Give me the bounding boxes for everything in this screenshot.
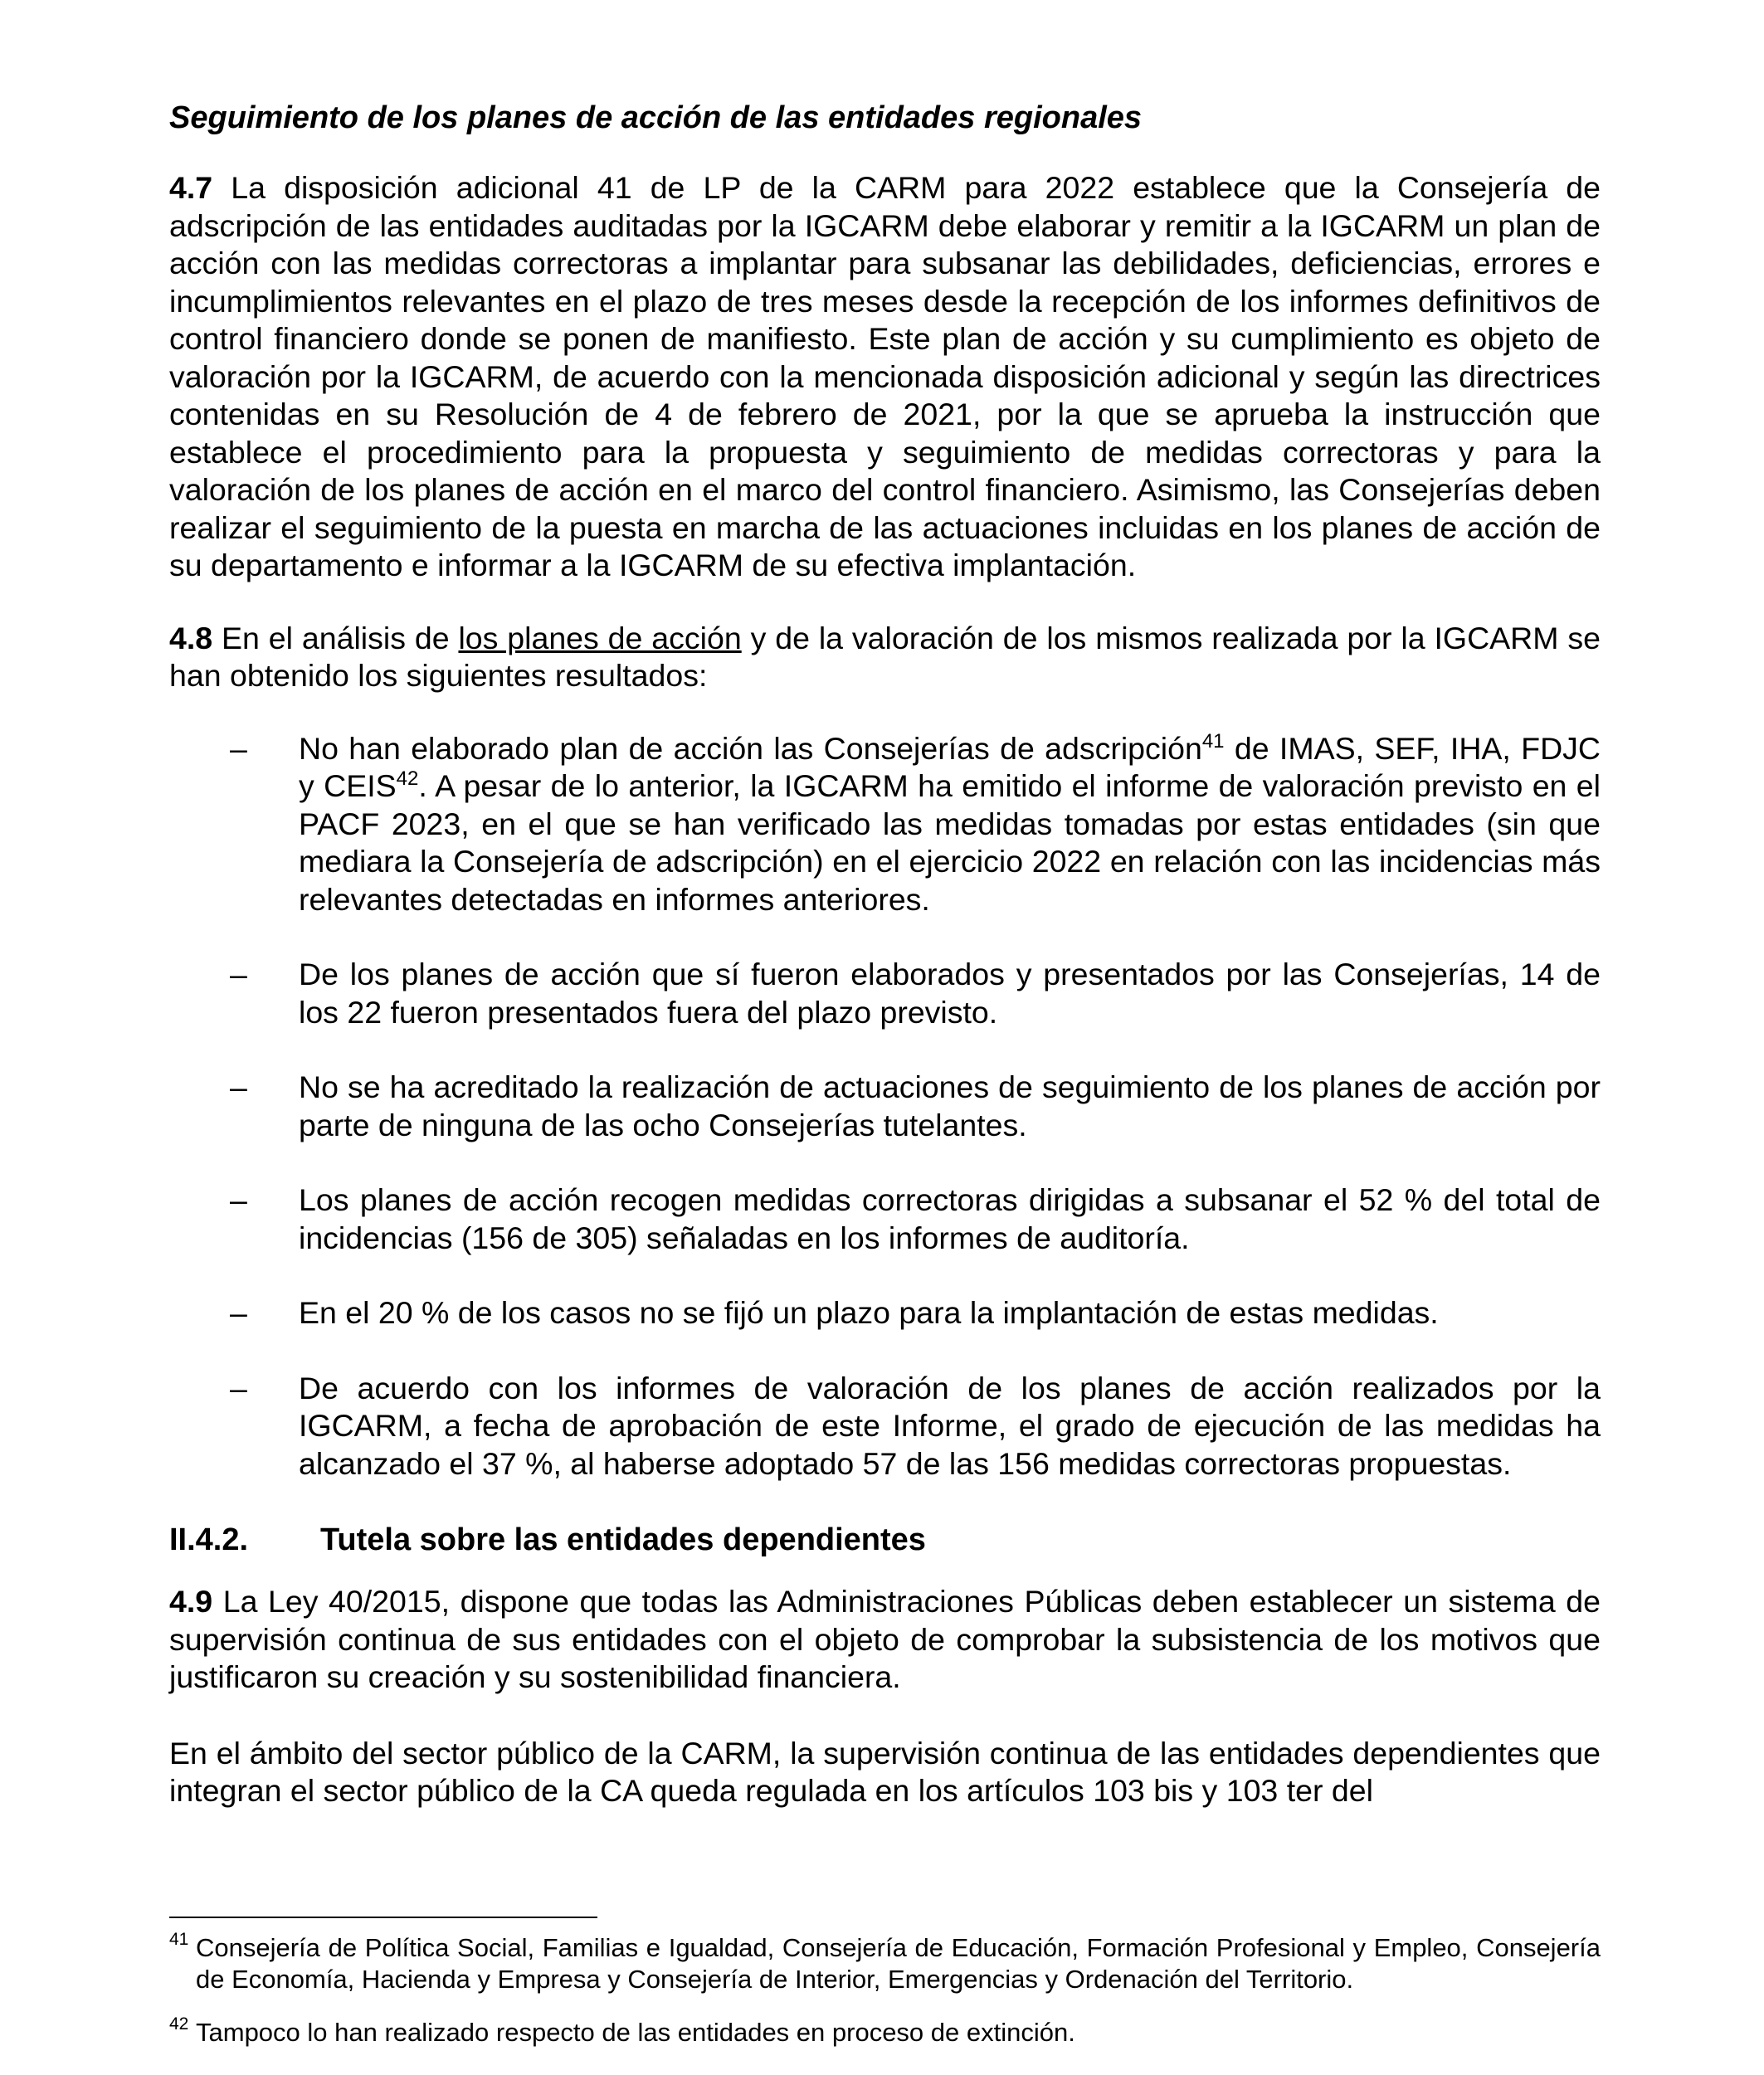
- subsection-heading: Seguimiento de los planes de acción de las entidades regionales: [169, 100, 1143, 135]
- document-page: [169, 98, 1601, 1810]
- results-list: [169, 730, 1601, 1483]
- list-item: – En el 20 % de los casos no se fijó un plazo para la implantación de estas medidas.: [169, 1294, 1601, 1332]
- dash-bullet: –: [230, 957, 247, 991]
- paragraph-continuation: En el ámbito del sector público de la CARM, la supervisión continua de las entidades dependientes que integran el sector público de la CA queda regulada en los artículos 103 bis y 103 ter del: [169, 1735, 1601, 1808]
- footnote-ref-42[interactable]: 42: [396, 767, 419, 790]
- footnote-41: [169, 1932, 1601, 1995]
- section-title: Tutela sobre las entidades dependientes: [320, 1522, 926, 1557]
- paragraph-text: La disposición adicional 41 de LP de la CARM para 2022 establece que la Consejería de adscripción de las entidades auditadas por la IGCARM debe elaborar y remitir a la IGCARM un plan de acción con las medidas correctoras a implantar para subsanar las debilidades, deficiencias, errores e incumplimientos relevantes en el plazo de tres meses desde la recepción de los informes definitivos de control financiero donde se ponen de manifiesto. Este plan de acción y su cumplimiento es objeto de valoración por la IGCARM, de acuerdo con la mencionada disposición adicional y según las directrices contenidas en su Resolución de 4 de febrero de 2021, por la que se aprueba la instrucción que establece el procedimiento para la propuesta y seguimiento de medidas correctoras y para la valoración de los planes de acción en el marco del control financiero. Asimismo, las Consejerías deben realizar el seguimiento de la puesta en marcha de las actuaciones incluidas en los planes de acción de su departamento e informar a la IGCARM de su efectiva implantación.: [169, 170, 1601, 582]
- paragraph-text: La Ley 40/2015, dispone que todas las Administraciones Públicas deben establecer un sistema de supervisión continua de sus entidades con el objeto de comprobar la subsistencia de los motivos que justificaron su creación y su sostenibilidad financiera.: [169, 1584, 1601, 1694]
- paragraph-number: 4.7: [169, 170, 213, 205]
- list-item: – Los planes de acción recogen medidas correctoras dirigidas a subsanar el 52 % del total de incidencias (156 de 305) señaladas en los informes de auditoría.: [230, 1182, 1601, 1255]
- section-heading: [169, 1520, 1601, 1560]
- paragraph-number: 4.8: [169, 620, 213, 655]
- underlined-phrase: los planes de acción: [458, 620, 742, 655]
- dash-bullet: –: [230, 1182, 247, 1217]
- dash-bullet: –: [230, 1370, 247, 1405]
- list-item: – De los planes de acción que sí fueron elaborados y presentados por las Consejerías, 14 de los 22 fueron presentados fuera del plazo previsto.: [230, 957, 1601, 1030]
- footnote-mark: 42: [169, 2014, 189, 2034]
- footnote-text: Tampoco lo han realizado respecto de las entidades en proceso de extinción.: [196, 2018, 1075, 2047]
- list-item: – No han elaborado plan de acción las Consejerías de adscripción$^{41}$ de IMAS, SEF, IHA, FDJC y CEIS$^{42}$. A pesar de lo anterior, la IGCARM ha emitido el informe de valoración previsto en el PACF 2023, en el que se han verificado las medidas tomadas por estas entidades (sin que mediara la Consejería de adscripción) en el ejercicio 2022 en relación con las incidencias más relevantes detectadas en informes anteriores.: [230, 729, 1601, 917]
- dash-bullet: –: [230, 1295, 247, 1330]
- footnotes: [169, 1932, 1601, 2070]
- list-item: – No se ha acreditado la realización de actuaciones de seguimiento de los planes de acción por parte de ninguna de las ocho Consejerías tutelantes.: [230, 1069, 1601, 1142]
- paragraph-4-8: 4.8 En el análisis de los planes de acción y de la valoración de los mismos realizada por la IGCARM se han obtenido los siguientes resultados:: [169, 620, 1601, 693]
- footnote-text: Consejería de Política Social, Familias e Igualdad, Consejería de Educación, Formación Profesional y Empleo, Consejería de Economía, Hacienda y Empresa y Consejería de Interior, Emergencias y Ordenación del Territorio.: [196, 1933, 1601, 1994]
- paragraph-4-7: [169, 169, 1601, 585]
- footnote-42: [169, 2014, 1601, 2048]
- footnote-separator: [169, 1917, 597, 1918]
- footnote-mark: 41: [169, 1930, 189, 1949]
- list-item: – De acuerdo con los informes de valoración de los planes de acción realizados por la IGCARM, a fecha de aprobación de este Informe, el grado de ejecución de las medidas ha alcanzado el 37 %, al haberse adoptado 57 de las 156 medidas correctoras propuestas.: [230, 1370, 1601, 1481]
- section-number: II.4.2.: [169, 1522, 249, 1557]
- paragraph-4-9: [169, 1583, 1601, 1697]
- dash-bullet: –: [230, 1069, 247, 1104]
- footnote-ref-41[interactable]: 41: [1201, 729, 1225, 753]
- paragraph-number: 4.9: [169, 1584, 213, 1619]
- dash-bullet: –: [230, 730, 247, 766]
